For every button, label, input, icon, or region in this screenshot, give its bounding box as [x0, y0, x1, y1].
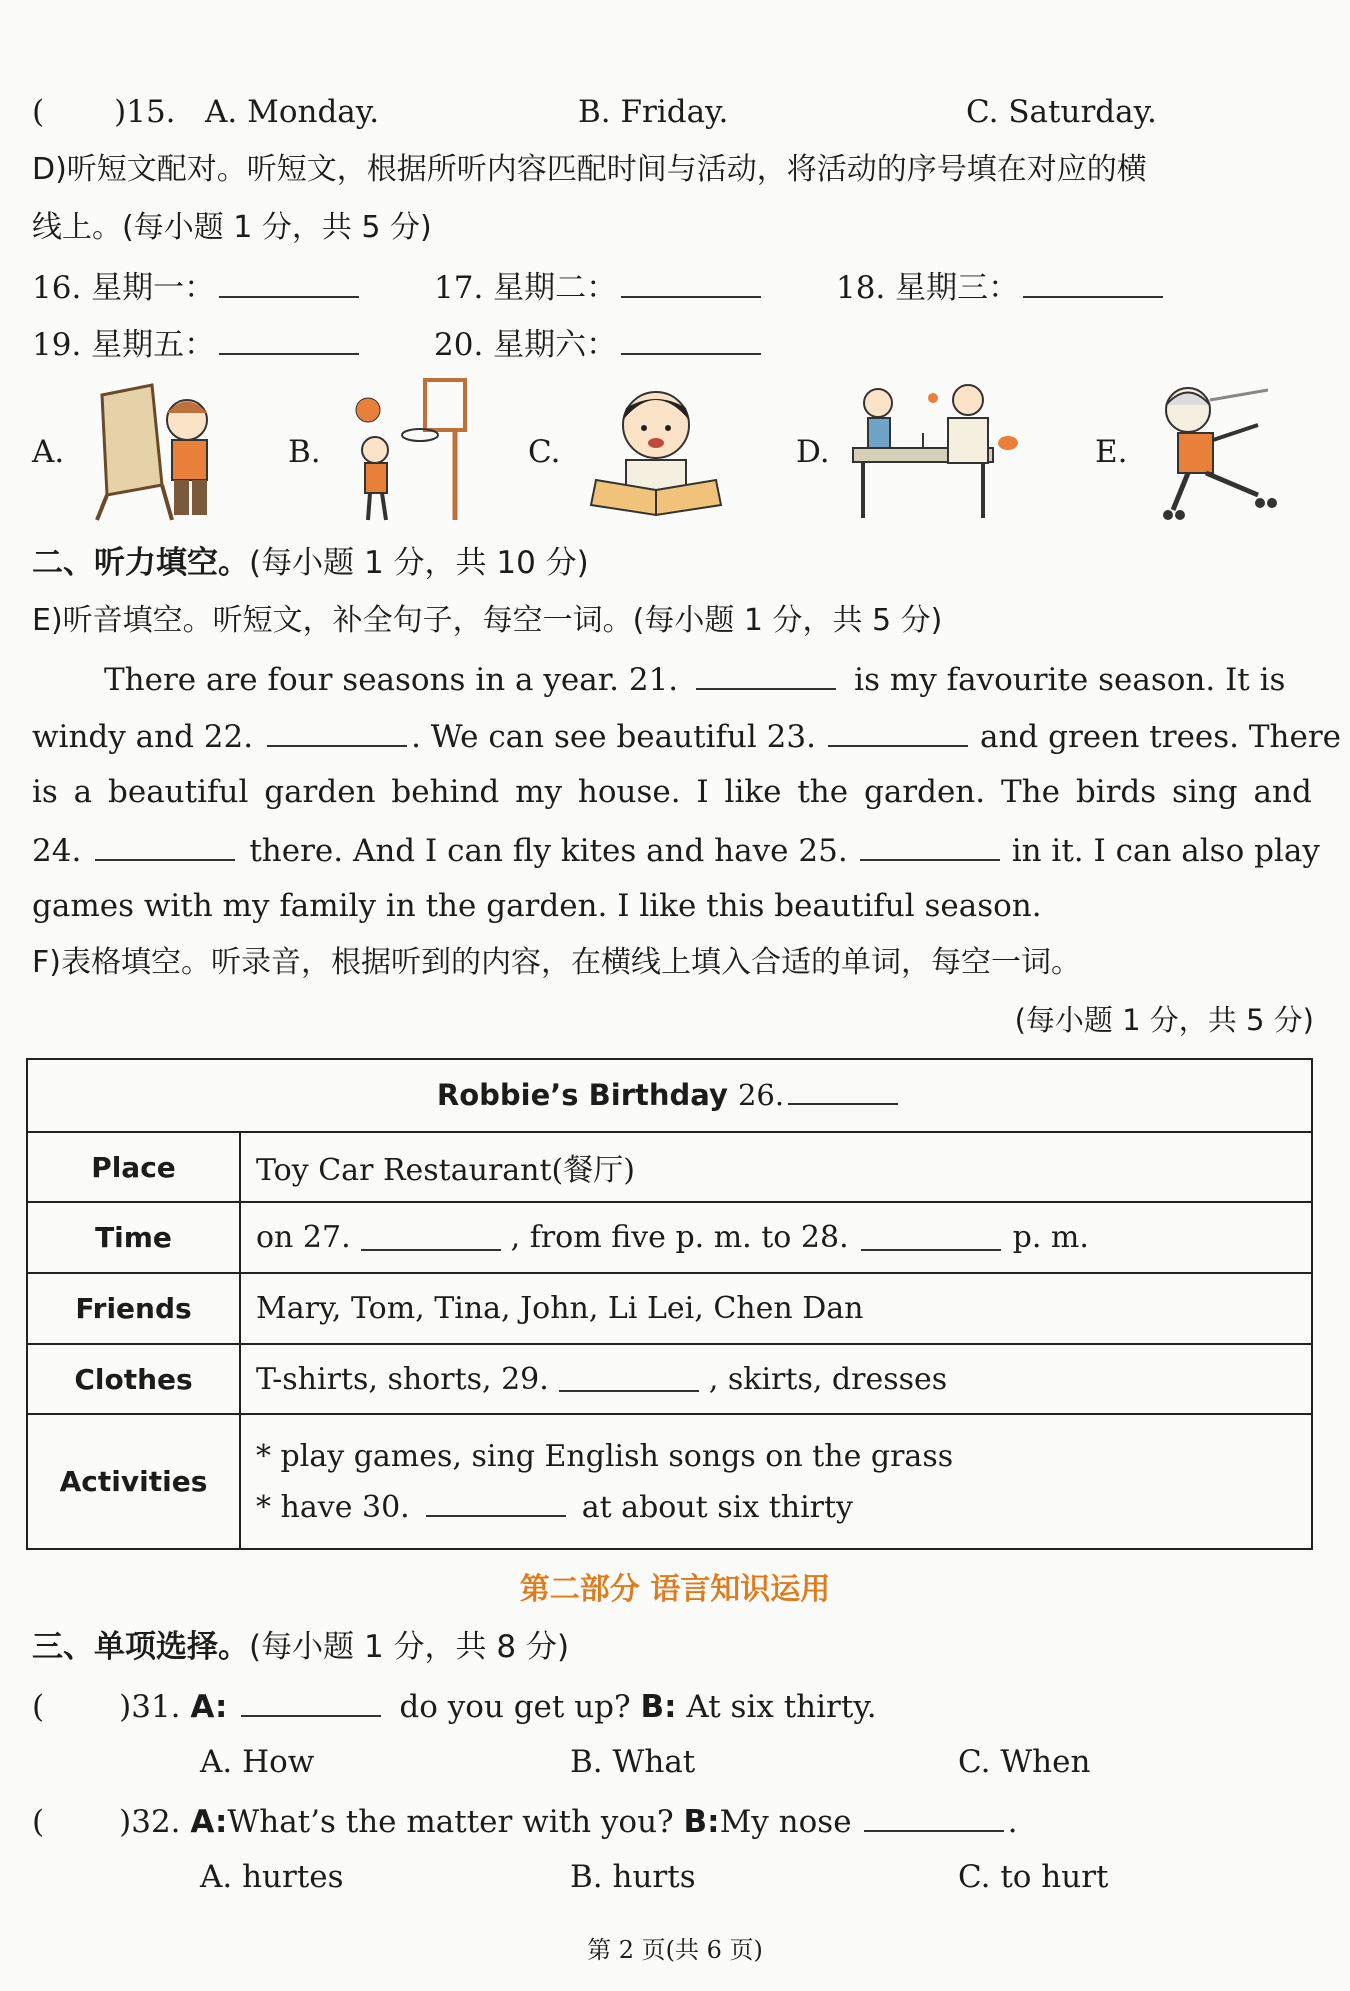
question-31: [32, 1685, 877, 1727]
day-number: 16.: [32, 270, 82, 306]
day-number: 17.: [434, 270, 484, 306]
question-number: 15.: [126, 94, 176, 130]
day-number: 20.: [434, 327, 484, 363]
question-text: What’s the matter with you?: [227, 1804, 674, 1840]
passage-line1: [104, 658, 1285, 700]
answer-blank-23[interactable]: [828, 715, 968, 747]
table-row-clothes: [28, 1345, 1311, 1415]
activity-item: [256, 1490, 853, 1525]
answer-blank-21[interactable]: [696, 658, 836, 690]
day-item-17: [434, 266, 765, 308]
reading-boy-icon: [586, 380, 726, 520]
answer-blank-32[interactable]: [864, 1800, 1004, 1832]
row-text: * have 30.: [256, 1489, 410, 1525]
passage-text: . We can see beautiful 23.: [411, 719, 816, 755]
table-row-friends: [28, 1274, 1311, 1345]
answer-blank-17[interactable]: [621, 266, 761, 298]
q15-option-b: B. Friday.: [578, 94, 729, 130]
row-value: [256, 1415, 1301, 1548]
answer-blank-20[interactable]: [621, 323, 761, 355]
answer-blank-28[interactable]: [861, 1225, 1001, 1251]
q32-option-a: A. hurtes: [200, 1859, 344, 1895]
picture-letter-b: B.: [288, 434, 321, 470]
row-value: Toy Car Restaurant(餐厅): [256, 1153, 635, 1188]
answer-paren-close: ): [114, 94, 127, 130]
question-number: 26.: [737, 1078, 785, 1112]
answer-paren-open: (: [32, 94, 45, 130]
activity-item: * play games, sing English songs on the grass: [256, 1438, 954, 1474]
day-item-16: [32, 266, 363, 308]
passage-line4: [32, 829, 1320, 871]
q31-option-b: B. What: [570, 1744, 696, 1780]
section-title: 三、单项选择。: [32, 1629, 249, 1665]
table-title: Robbie’s Birthday: [436, 1078, 728, 1112]
day-number: 18.: [836, 270, 886, 306]
part-e-instruction: E)听音填空。听短文，补全句子，每空一词。(每小题 1 分，共 5 分): [32, 603, 943, 638]
table-row-activities: [28, 1415, 1311, 1548]
picture-letter-c: C.: [528, 434, 561, 470]
passage-line5: games with my family in the garden. I like this beautiful season.: [32, 888, 1042, 924]
day-item-18: [836, 266, 1167, 308]
picture-letter-e: E.: [1095, 434, 1128, 470]
row-value: Mary, Tom, Tina, John, Li Lei, Chen Dan: [256, 1291, 864, 1326]
passage-text: in it. I can also play: [1011, 833, 1320, 869]
day-item-19: [32, 323, 363, 365]
q15-option-c: C. Saturday.: [966, 94, 1157, 130]
answer-paren-open: (: [32, 1689, 45, 1725]
passage-text: There are four seasons in a year. 21.: [104, 662, 679, 698]
picture-letter-d: D.: [796, 434, 830, 470]
row-value: [256, 1203, 1301, 1272]
row-value: [256, 1345, 1301, 1413]
birthday-table: [26, 1058, 1313, 1550]
day-label: 星期五：: [91, 327, 216, 363]
row-text: on 27.: [256, 1220, 351, 1255]
q31-option-c: C. When: [958, 1744, 1091, 1780]
answer-paren-close: ): [119, 1689, 132, 1725]
day-label: 星期一：: [91, 270, 216, 306]
rollerskating-kid-icon: [1148, 375, 1298, 525]
page-footer: 第 2 页(共 6 页): [587, 1936, 763, 1964]
passage-text: windy and 22.: [32, 719, 254, 755]
picture-letter-a: A.: [32, 434, 65, 470]
passage-text: is my favourite season. It is: [854, 662, 1286, 698]
table-header-row: [28, 1060, 1311, 1133]
speaker-b-label: B:: [683, 1804, 720, 1840]
passage-line3: is a beautiful garden behind my house. I like the garden. The birds sing and: [32, 774, 1312, 810]
answer-blank-19[interactable]: [219, 323, 359, 355]
row-label: Friends: [28, 1274, 241, 1343]
pingpong-kids-icon: [848, 378, 1023, 523]
row-label: Time: [28, 1203, 241, 1272]
day-label: 星期六：: [493, 327, 618, 363]
answer-blank-27[interactable]: [361, 1225, 501, 1251]
part-d-instruction-line2: 线上。(每小题 1 分，共 5 分): [32, 210, 432, 245]
answer-blank-18[interactable]: [1023, 266, 1163, 298]
answer-text: My nose: [719, 1804, 852, 1840]
painting-boy-icon: [82, 375, 222, 525]
question-15: [32, 92, 176, 132]
sentence-end: .: [1007, 1804, 1018, 1840]
day-label: 星期二：: [493, 270, 618, 306]
q15-option-a: A. Monday.: [205, 94, 380, 130]
passage-text: there. And I can fly kites and have 25.: [249, 833, 848, 869]
table-row-place: [28, 1133, 1311, 1203]
row-text: T-shirts, shorts, 29.: [256, 1361, 549, 1397]
row-text: , skirts, dresses: [708, 1361, 948, 1397]
part-f-score: (每小题 1 分，共 5 分): [1014, 1003, 1314, 1037]
passage-line2: [32, 715, 1341, 757]
section-3-heading: [32, 1627, 569, 1667]
q32-option-b: B. hurts: [570, 1859, 696, 1895]
answer-blank-31[interactable]: [241, 1685, 381, 1717]
speaker-a-label: A:: [190, 1804, 228, 1840]
answer-paren-close: ): [119, 1804, 132, 1840]
row-text: p. m.: [1012, 1220, 1089, 1255]
question-32: [32, 1800, 1017, 1842]
passage-text: 24.: [32, 833, 82, 869]
row-text: , from five p. m. to 28.: [510, 1220, 849, 1255]
passage-text: and green trees. There: [979, 719, 1342, 755]
row-label: Activities: [28, 1415, 241, 1548]
answer-blank-24[interactable]: [95, 829, 235, 861]
day-number: 19.: [32, 327, 82, 363]
answer-blank-22[interactable]: [267, 715, 407, 747]
q31-option-a: A. How: [200, 1744, 315, 1780]
answer-paren-open: (: [32, 1804, 45, 1840]
section-2-heading: [32, 543, 589, 583]
table-header: [28, 1060, 1311, 1130]
answer-text: At six thirty.: [686, 1689, 877, 1725]
section-score: (每小题 1 分，共 8 分): [249, 1629, 570, 1665]
question-text: do you get up?: [399, 1689, 631, 1725]
table-row-time: [28, 1203, 1311, 1274]
q32-option-c: C. to hurt: [958, 1859, 1109, 1895]
part-2-title: 第二部分 语言知识运用: [519, 1572, 831, 1607]
day-item-20: [434, 323, 765, 365]
answer-blank-16[interactable]: [219, 266, 359, 298]
part-d-instruction-line1: D)听短文配对。听短文，根据所听内容匹配时间与活动，将活动的序号填在对应的横: [32, 152, 1147, 187]
answer-blank-30[interactable]: [426, 1491, 566, 1517]
answer-blank-29[interactable]: [559, 1366, 699, 1392]
question-number: 31.: [131, 1689, 181, 1725]
speaker-a-label: A:: [190, 1689, 228, 1725]
row-label: Clothes: [28, 1345, 241, 1413]
question-number: 32.: [131, 1804, 181, 1840]
part-f-instruction: F)表格填空。听录音，根据听到的内容，在横线上填入合适的单词，每空一词。: [32, 945, 1081, 980]
basketball-girl-icon: [340, 375, 470, 525]
answer-blank-25[interactable]: [860, 829, 1000, 861]
speaker-b-label: B:: [640, 1689, 677, 1725]
row-text: at about six thirty: [581, 1489, 854, 1525]
answer-blank-26[interactable]: [788, 1077, 898, 1105]
section-title: 二、听力填空。: [32, 545, 249, 581]
row-label: Place: [28, 1133, 241, 1201]
day-label: 星期三：: [895, 270, 1020, 306]
section-score: (每小题 1 分，共 10 分): [249, 545, 589, 581]
